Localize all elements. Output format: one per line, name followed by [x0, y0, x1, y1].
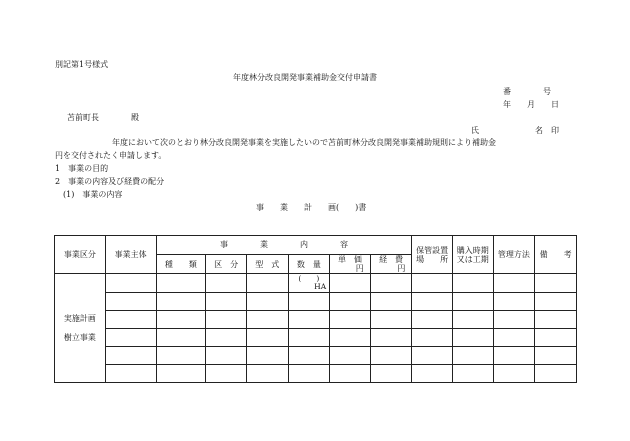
cell[interactable] [105, 347, 156, 365]
cell[interactable] [206, 274, 247, 293]
cell[interactable] [330, 311, 371, 329]
cell[interactable] [246, 274, 288, 293]
cell[interactable] [535, 365, 577, 383]
cell[interactable] [493, 347, 535, 365]
cell[interactable] [370, 293, 412, 311]
cell[interactable] [493, 329, 535, 347]
cell[interactable] [452, 329, 493, 347]
item-2-content-cost: 2 事業の内容及び経費の配分 [55, 177, 165, 186]
cell[interactable] [330, 329, 371, 347]
form-id: 別記第1号様式 [55, 60, 109, 69]
cell[interactable] [535, 347, 577, 365]
project-plan-table [54, 235, 577, 383]
subheader-quantity: 数 量 [288, 255, 330, 274]
cell[interactable] [493, 293, 535, 311]
number-label: 番 号 [503, 87, 551, 96]
cell-quantity[interactable]: ( ) HA [288, 274, 330, 293]
cell[interactable] [370, 311, 412, 329]
table-row [55, 347, 577, 365]
cell[interactable] [246, 347, 288, 365]
subheader-kind: 種 類 [156, 255, 206, 274]
cell[interactable] [452, 293, 493, 311]
cell[interactable] [452, 311, 493, 329]
date-label: 年 月 日 [503, 100, 559, 109]
cell[interactable] [105, 329, 156, 347]
header-storage-location: 保管設置 場 所 [412, 236, 453, 274]
cell[interactable] [330, 274, 371, 293]
cell[interactable] [246, 329, 288, 347]
subheader-unit-price: 単 価 円 [330, 255, 371, 274]
cell[interactable] [412, 365, 453, 383]
cell[interactable] [105, 293, 156, 311]
cell[interactable] [288, 311, 330, 329]
header-remarks: 備 考 [535, 236, 577, 274]
cell[interactable] [105, 365, 156, 383]
subheader-cost: 経 費 円 [370, 255, 412, 274]
addressee: 苫前町長 殿 [67, 113, 139, 122]
cell[interactable] [493, 311, 535, 329]
cell[interactable] [412, 347, 453, 365]
item-1-purpose: 1 事業の目的 [55, 164, 109, 173]
cell[interactable] [206, 329, 247, 347]
cell[interactable] [412, 274, 453, 293]
cell[interactable] [206, 347, 247, 365]
cell[interactable] [246, 365, 288, 383]
cell[interactable] [535, 293, 577, 311]
cell[interactable] [330, 365, 371, 383]
cell[interactable] [206, 311, 247, 329]
cell[interactable] [156, 365, 206, 383]
cell[interactable] [412, 311, 453, 329]
item-2-sub-content: (1) 事業の内容 [63, 190, 123, 199]
cell[interactable] [156, 293, 206, 311]
header-entity: 事業主体 [105, 236, 156, 274]
cell[interactable] [246, 293, 288, 311]
cell[interactable] [452, 347, 493, 365]
body-text-line-1: 年度において次のとおり林分改良開発事業を実施したいので苫前町林分改良開発事業補助規則により補助金 [112, 138, 496, 147]
cell[interactable] [156, 347, 206, 365]
cell[interactable] [288, 329, 330, 347]
subheader-model: 型 式 [246, 255, 288, 274]
cell[interactable] [412, 293, 453, 311]
header-purchase-period: 購入時期 又は工期 [452, 236, 493, 274]
header-management-method: 管理方法 [493, 236, 535, 274]
table-row [55, 329, 577, 347]
cell[interactable] [535, 311, 577, 329]
cell[interactable] [288, 365, 330, 383]
cell[interactable] [493, 365, 535, 383]
cell[interactable] [535, 329, 577, 347]
table-row [55, 311, 577, 329]
cell[interactable] [246, 311, 288, 329]
cell[interactable] [105, 274, 156, 293]
cell[interactable] [493, 274, 535, 293]
cell[interactable] [330, 293, 371, 311]
cell[interactable] [370, 329, 412, 347]
cell[interactable] [452, 365, 493, 383]
cell[interactable] [288, 347, 330, 365]
document-title: 年度林分改良開発事業補助金交付申請書 [233, 73, 377, 82]
cell[interactable] [206, 293, 247, 311]
table-row [55, 274, 577, 293]
applicant-name-seal: 氏 名 印 [471, 126, 559, 135]
cell[interactable] [288, 293, 330, 311]
cell[interactable] [370, 347, 412, 365]
cell[interactable] [156, 329, 206, 347]
header-content: 事 業 内 容 [156, 236, 412, 255]
table-title: 事 業 計 画( )書 [256, 203, 367, 212]
cell[interactable] [156, 311, 206, 329]
row-label-implementation-plan: 実施計画 樹立事業 [55, 274, 106, 383]
cell[interactable] [156, 274, 206, 293]
cell[interactable] [412, 329, 453, 347]
table-row [55, 293, 577, 311]
body-text-line-2: 円を交付されたく申請します。 [55, 151, 167, 160]
cell[interactable] [370, 274, 412, 293]
cell[interactable] [330, 347, 371, 365]
cell[interactable] [535, 274, 577, 293]
cell[interactable] [452, 274, 493, 293]
cell[interactable] [105, 311, 156, 329]
cell[interactable] [206, 365, 247, 383]
table-row [55, 365, 577, 383]
subheader-class: 区 分 [206, 255, 247, 274]
cell[interactable] [370, 365, 412, 383]
header-category: 事業区分 [55, 236, 106, 274]
